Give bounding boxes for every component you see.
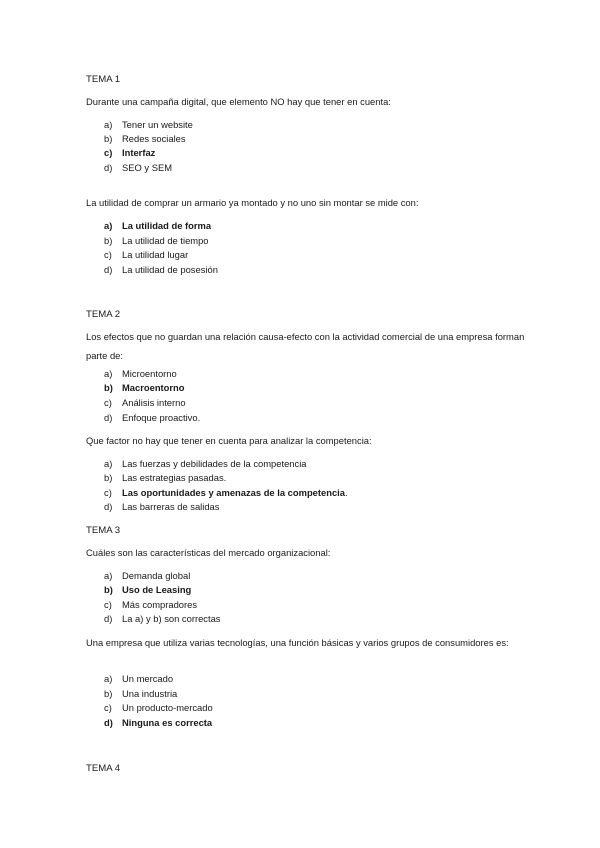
- section-heading-tema-1: TEMA 1: [86, 74, 121, 85]
- option-text: La utilidad de tiempo: [122, 235, 209, 246]
- option-text: Más compradores: [122, 599, 198, 610]
- option-text: Las fuerzas y debilidades de la competencia: [122, 458, 307, 469]
- option-letter: b): [104, 688, 113, 699]
- option-text: Uso de Leasing: [122, 584, 192, 595]
- option-text-tail: .: [345, 487, 348, 498]
- option-letter: c): [104, 397, 112, 408]
- question-text: Que factor no hay que tener en cuenta para analizar la competencia:: [86, 435, 372, 446]
- option-letter: c): [104, 147, 113, 158]
- option-text: Un producto-mercado: [122, 702, 213, 713]
- option-text: Interfaz: [122, 147, 156, 158]
- option-text: Microentorno: [122, 368, 177, 379]
- option-letter: a): [104, 458, 113, 469]
- option-letter: b): [104, 584, 113, 595]
- option-text: La utilidad de posesión: [122, 264, 218, 275]
- option-text: Demanda global: [122, 570, 191, 581]
- option-letter: b): [104, 382, 113, 393]
- option-text: La utilidad de forma: [122, 220, 212, 231]
- option-letter: b): [104, 133, 113, 144]
- option-letter: a): [104, 220, 113, 231]
- option-letter: a): [104, 368, 113, 379]
- option-text: Las barreras de salidas: [122, 501, 220, 512]
- option-letter: a): [104, 119, 113, 130]
- option-text: Redes sociales: [122, 133, 186, 144]
- option-text: Análisis interno: [122, 397, 186, 408]
- question-text: Cuáles son las características del mercado organizacional:: [86, 547, 331, 558]
- option-letter: c): [104, 487, 112, 498]
- option-letter: c): [104, 702, 112, 713]
- option-letter: d): [104, 613, 113, 624]
- question-text: Una empresa que utiliza varias tecnologías, una función básicas y varios grupos de consumidores es:: [86, 637, 509, 648]
- option-letter: d): [104, 412, 113, 423]
- option-letter: b): [104, 472, 113, 483]
- option-text: Una industria: [122, 688, 178, 699]
- question-text: La utilidad de comprar un armario ya montado y no uno sin montar se mide con:: [86, 197, 419, 208]
- option-text: [122, 488, 348, 497]
- option-text: Ninguna es correcta: [122, 717, 213, 728]
- option-text-bold: Las oportunidades y amenazas de la competencia: [122, 487, 345, 498]
- option-letter: c): [104, 249, 112, 260]
- option-letter: d): [104, 717, 113, 728]
- option-text: Macroentorno: [122, 382, 185, 393]
- option-text: Tener un website: [122, 119, 193, 130]
- option-text: Enfoque proactivo.: [122, 412, 201, 423]
- option-letter: d): [104, 264, 113, 275]
- question-text: Los efectos que no guardan una relación causa-efecto con la actividad comercial de una empresa forman parte de:: [86, 331, 525, 361]
- option-letter: b): [104, 235, 113, 246]
- section-heading-tema-2: TEMA 2: [86, 309, 121, 320]
- option-text: Las estrategias pasadas.: [122, 472, 227, 483]
- option-text: Un mercado: [122, 673, 174, 684]
- option-text: La a) y b) son correctas: [122, 613, 221, 624]
- option-text: La utilidad lugar: [122, 249, 189, 260]
- option-letter: a): [104, 673, 113, 684]
- option-letter: c): [104, 599, 112, 610]
- section-heading-tema-4: TEMA 4: [86, 763, 121, 774]
- question-text: Durante una campaña digital, que elemento NO hay que tener en cuenta:: [86, 96, 391, 107]
- option-text: SEO y SEM: [122, 162, 173, 173]
- option-letter: a): [104, 570, 113, 581]
- section-heading-tema-3: TEMA 3: [86, 525, 121, 536]
- option-letter: d): [104, 501, 113, 512]
- option-letter: d): [104, 162, 113, 173]
